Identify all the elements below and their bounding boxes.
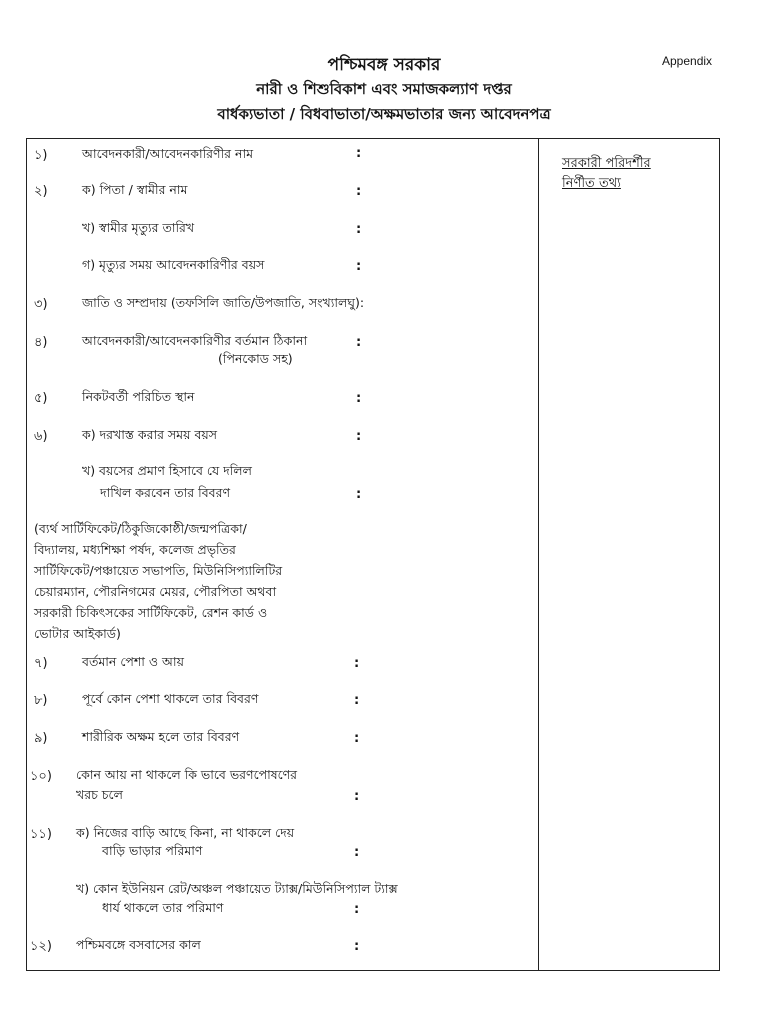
item-husband-death-date: খ) স্বামীর মৃত্যুর তারিখ (82, 220, 195, 235)
item-age-at-application: ক) দরখাস্ত করার সময় বয়স (82, 427, 218, 442)
column-divider (538, 138, 539, 971)
item-nearby-landmark: নিকটবর্তী পরিচিত স্থান (82, 389, 195, 404)
item-age-proof-line1: খ) বয়সের প্রমাণ হিসাবে যে দলিল (82, 463, 252, 478)
item-number-7: ৭) (34, 656, 48, 671)
item-number-4: ৪) (34, 335, 48, 350)
item-house-rent-line2: বাড়ি ভাড়ার পরিমাণ (102, 843, 203, 858)
field-colon: : (356, 259, 362, 274)
item-number-8: ৮) (34, 693, 48, 708)
field-colon: : (354, 656, 360, 671)
field-colon: : (354, 789, 360, 804)
item-house-rent-line1: ক) নিজের বাড়ি আছে কিনা, না থাকলে দেয় (76, 825, 295, 840)
note-line: (ব্যর্থ সার্টিফিকেট/ঠিকুজিকোষ্ঠী/জন্মপত্রিকা/ (34, 521, 247, 536)
field-colon: : (356, 222, 362, 237)
item-tax-line1: খ) কোন ইউনিয়ন রেট/অঞ্চল পঞ্চায়েত ট্যাক্স/মিউনিসিপ্যাল ট্যাক্স (76, 881, 398, 896)
inspector-heading-line2: নির্ণীত তথ্য (562, 176, 621, 191)
field-colon: : (354, 845, 360, 860)
item-age-proof-line2: দাখিল করবেন তার বিবরণ (100, 485, 231, 500)
item-tax-line2: ধার্য থাকলে তার পরিমাণ (102, 900, 224, 915)
inspector-column-heading (562, 154, 651, 194)
field-colon: : (356, 184, 362, 199)
item-pincode-note: (পিনকোড সহ) (218, 351, 293, 366)
item-number-9: ৯) (34, 731, 48, 746)
item-number-6: ৬) (34, 429, 48, 444)
field-colon: : (354, 902, 360, 917)
field-colon: : (354, 731, 360, 746)
item-present-address: আবেদনকারী/আবেদনকারিণীর বর্তমান ঠিকানা (82, 333, 308, 348)
item-occupation-income: বর্তমান পেশা ও আয় (82, 654, 185, 669)
note-line: বিদ্যালয়, মধ্যশিক্ষা পর্ষদ, কলেজ প্রভৃতির (34, 542, 236, 557)
field-colon: : (354, 693, 360, 708)
field-colon: : (356, 391, 362, 406)
field-colon: : (356, 146, 362, 161)
item-father-husband-name: ক) পিতা / স্বামীর নাম (82, 182, 188, 197)
page-title: পশ্চিমবঙ্গ সরকার (327, 55, 441, 75)
inspector-heading-line1: সরকারী পরিদর্শীর (562, 156, 651, 171)
note-line: সরকারী চিকিৎসকের সার্টিফিকেট, রেশন কার্ড ও (34, 605, 268, 620)
item-maintenance-line2: খরচ চলে (76, 787, 123, 802)
field-colon: : (356, 335, 362, 350)
item-disability-details: শারীরিক অক্ষম হলে তার বিবরণ (82, 729, 240, 744)
item-number-5: ৫) (34, 391, 48, 406)
item-number-2: ২) (34, 184, 48, 199)
item-number-10: ১০) (30, 769, 52, 784)
field-colon: : (356, 429, 362, 444)
item-number-3: ৩) (34, 297, 48, 312)
note-line: সার্টিফিকেট/পঞ্চায়েত সভাপতি, মিউনিসিপ্যালিটির (34, 563, 283, 578)
item-number-12: ১২) (30, 939, 52, 954)
field-colon: : (354, 939, 360, 954)
item-residence-duration: পশ্চিমবঙ্গে বসবাসের কাল (76, 937, 201, 952)
item-maintenance-line1: কোন আয় না থাকলে কি ভাবে ভরণপোষণের (76, 767, 298, 782)
note-line: চেয়ারম্যান, পৌরনিগমের মেয়র, পৌরপিতা অথবা (34, 584, 277, 599)
item-number-1: ১) (34, 148, 48, 163)
item-number-11: ১১) (30, 827, 52, 842)
department-name: নারী ও শিশুবিকাশ এবং সমাজকল্যাণ দপ্তর (256, 80, 512, 98)
form-title: বার্ধক্যভাতা / বিধবাভাতা/অক্ষমভাতার জন্য আবেদনপত্র (217, 105, 551, 123)
age-proof-documents-note (34, 518, 282, 644)
field-colon: : (356, 487, 362, 502)
item-caste-community: জাতি ও সম্প্রদায় (তফসিলি জাতি/উপজাতি, সংখ্যালঘু): (82, 295, 365, 310)
note-line: ভোটার আইকার্ড) (34, 626, 121, 641)
item-age-at-death: গ) মৃত্যুর সময় আবেদনকারিণীর বয়স (82, 257, 265, 272)
item-previous-occupation: পূর্বে কোন পেশা থাকলে তার বিবরণ (82, 691, 259, 706)
item-applicant-name: আবেদনকারী/আবেদনকারিণীর নাম (82, 146, 254, 161)
appendix-label: Appendix (662, 54, 713, 68)
